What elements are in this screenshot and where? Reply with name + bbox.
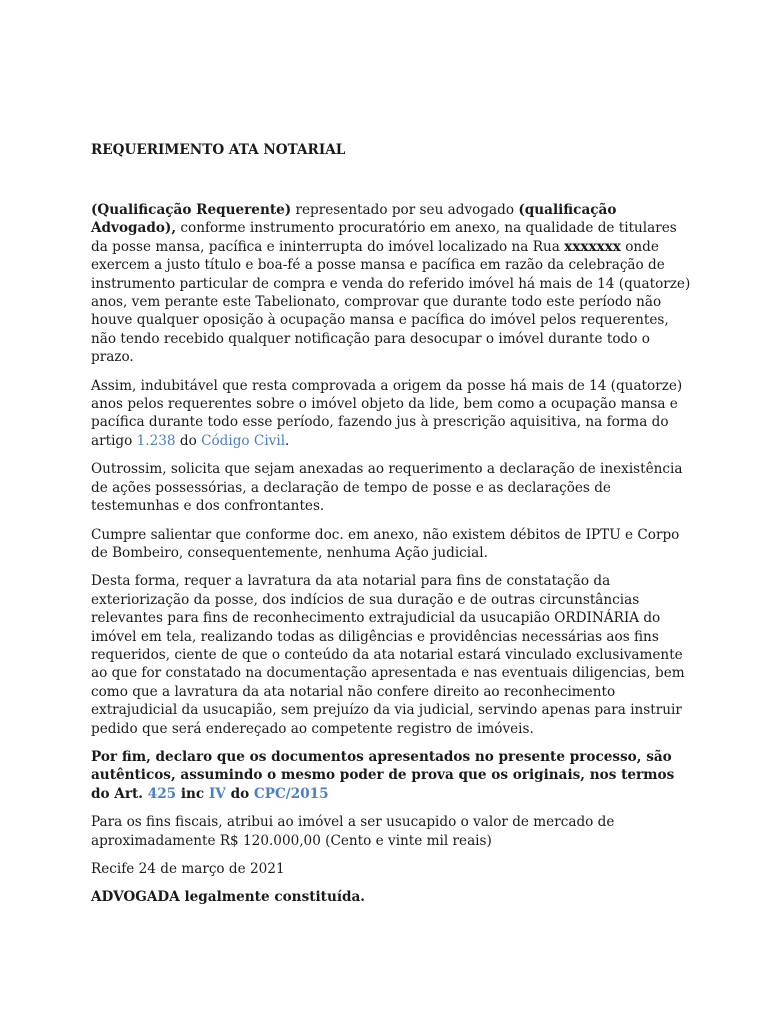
document-body	[91, 141, 691, 917]
paragraph-text: Por fim, declaro que os documentos apresentados no presente processo, são autênticos, assumindo o mesmo poder de prova que os originais, nos termos do Art.	[91, 748, 675, 802]
signature-line: ADVOGADA legalmente constituída.	[91, 889, 366, 906]
document-title: REQUERIMENTO ATA NOTARIAL	[91, 142, 346, 158]
paragraph-fiscal-value: Para os fins fiscais, atribui ao imóvel a ser usucapido o valor de mercado de aproximadamente R$ 120.000,00 (Cento e vinte mil reais)	[91, 814, 615, 849]
paragraph-declaration	[91, 748, 691, 803]
link-cpc-2015[interactable]: CPC/2015	[253, 785, 329, 802]
paragraph-text: Assim, indubitável que resta comprovada a origem da posse há mais de 14 (quatorze) anos pelos requerentes sobre o imóvel objeto da lide, bem como a ocupação mansa e pacífica durante todo esse período, fazendo jus à prescrição aquisitiva, na forma do artigo	[91, 377, 683, 449]
paragraph-prescription	[91, 377, 691, 451]
paragraph-text: onde exercem a justo título e boa-fé a posse mansa e pacífica em razão da celebração de instrumento particular de compra e venda do referido imóvel há mais de 14 (quatorze) anos, vem perante este Tabelionato, comprovar que durante todo este período não houve qualquer oposição à ocupação mansa e pacífica do imóvel pelos requerentes, não tendo recebido qualquer notificação para desocupar o imóvel durante todo o prazo.	[91, 238, 691, 366]
paragraph-qualification	[91, 201, 691, 367]
advogado-placeholder: (qualificação Advogado),	[91, 202, 617, 237]
link-article-425[interactable]: 425	[147, 785, 177, 802]
link-inciso-iv[interactable]: IV	[208, 785, 226, 802]
paragraph-text: inc	[176, 785, 209, 802]
paragraph-text: .	[285, 432, 290, 449]
paragraph-attachments: Outrossim, solicita que sejam anexadas ao requerimento a declaração de inexistência de ações possessórias, a declaração de tempo de posse e as declarações de testemunhas e dos confrontantes.	[91, 461, 683, 515]
paragraph-iptu: Cumpre salientar que conforme doc. em anexo, não existem débitos de IPTU e Corpo de Bombeiro, consequentemente, nenhuma Ação judicial.	[91, 526, 680, 561]
place-and-date: Recife 24 de março de 2021	[91, 861, 285, 877]
requerente-placeholder: (Qualificação Requerente)	[91, 202, 292, 218]
paragraph-request: Desta forma, requer a lavratura da ata notarial para fins de constatação da exteriorização da posse, dos indícios de sua duração e de outras circunstâncias relevantes para fins de reconhecimento extrajudicial da usucapião ORDINÁRIA do imóvel em tela, realizando todas as diligências e providências necessárias aos fins requeridos, ciente de que o conteúdo da ata notarial estará vinculado exclusivamente ao que for constatado na documentação apresentada e nas eventuais diligencias, bem como que a lavratura da ata notarial não confere direito ao reconhecimento extrajudicial da usucapião, sem prejuízo da via judicial, servindo apenas para instruir pedido que será endereçado ao competente registro de imóveis.	[91, 573, 685, 737]
paragraph-text: representado por seu advogado	[291, 202, 519, 218]
link-article-1238[interactable]: 1.238	[136, 432, 176, 449]
paragraph-text: do	[225, 785, 254, 802]
paragraph-text: do	[175, 432, 202, 449]
link-codigo-civil[interactable]: Código Civil	[201, 432, 286, 449]
street-placeholder: xxxxxxx	[564, 238, 621, 255]
paragraph-text: conforme instrumento procuratório em anexo, na qualidade de titulares da posse mansa, pacífica e ininterrupta do imóvel localizado na Rua	[91, 220, 677, 255]
